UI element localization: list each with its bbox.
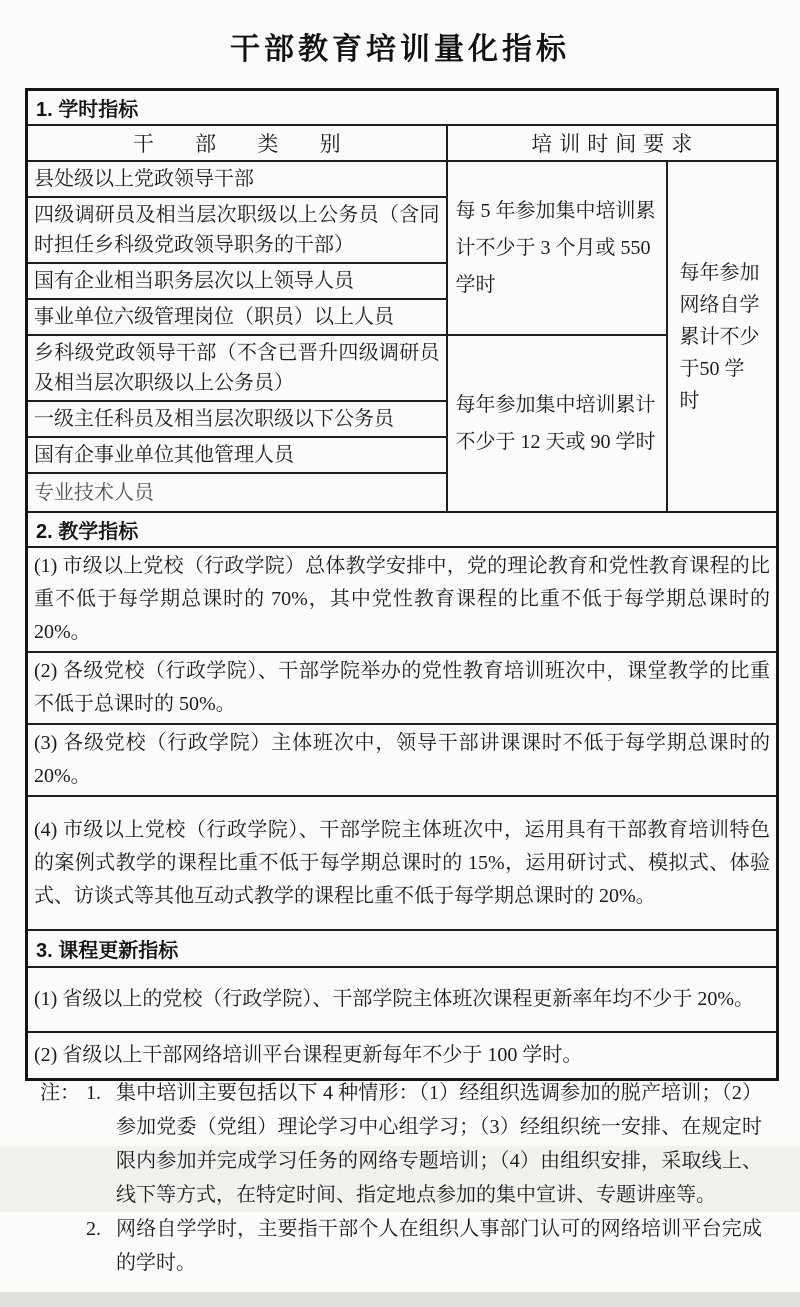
cadre-category-cell: 乡科级党政领导干部（不含已晋升四级调研员及相当层次职级以上公务员）	[27, 335, 447, 401]
cadre-category-cell: 四级调研员及相当层次职级以上公务员（含同时担任乡科级党政领导职务的干部）	[27, 197, 447, 263]
requirement-group2-cell: 每年参加集中培训累计不少于 12 天或 90 学时	[447, 335, 667, 512]
cadre-category-cell: 事业单位六级管理岗位（职员）以上人员	[27, 299, 447, 335]
scan-shading-band-bottom	[0, 1292, 800, 1307]
teaching-item: (3) 各级党校（行政学院）主体班次中，领导干部讲课课时不低于每学期总课时的 20%。	[27, 724, 778, 796]
cadre-category-cell: 一级主任科员及相当层次职级以下公务员	[27, 401, 447, 437]
note-text: 集中培训主要包括以下 4 种情形：（1）经组织选调参加的脱产培训；（2）参加党委（党组）理论学习中心组学习；（3）经组织统一安排、在规定时限内参加并完成学习任务的网络专题培训；（4）由组织安排，采取线上、线下等方式，在特定时间、指定地点参加的集中宣讲、专题讲座等。	[116, 1082, 762, 1206]
cadre-category-cell: 国有企事业单位其他管理人员	[27, 437, 447, 473]
course-update-item: (1) 省级以上的党校（行政学院）、干部学院主体班次课程更新率年均不少于 20%。	[27, 967, 778, 1032]
page-title: 干部教育培训量化指标	[230, 33, 570, 66]
teaching-item: (4) 市级以上党校（行政学院）、干部学院主体班次中，运用具有干部教育培训特色的案例式教学的课程比重不低于每学期总课时的 15%，运用研讨式、模拟式、体验式、访谈式等其他互动式教学的课程比重不低于每学期总课时的 20%。	[27, 796, 778, 930]
course-update-item: (2) 省级以上干部网络培训平台课程更新每年不少于 100 学时。	[27, 1032, 778, 1079]
teaching-item: (2) 各级党校（行政学院）、干部学院举办的党性教育培训班次中，课堂教学的比重不低于总课时的 50%。	[27, 652, 778, 724]
note-number: 1.	[86, 1082, 101, 1104]
quantified-indicators-table	[25, 88, 779, 1081]
teaching-item: (1) 市级以上党校（行政学院）总体教学安排中，党的理论教育和党性教育课程的比重不低于每学期总课时的 70%，其中党性教育课程的比重不低于每学期总课时的 20%。	[27, 547, 778, 652]
note-text: 网络自学学时，主要指干部个人在组织人事部门认可的网络培训平台完成的学时。	[116, 1218, 762, 1274]
requirement-online-selfstudy-cell: 每年参加网络自学累计不少于50 学时	[667, 161, 778, 512]
note-number: 2.	[86, 1218, 101, 1240]
section-course-update-header: 3. 课程更新指标	[27, 930, 778, 967]
notes-label: 注：	[40, 1082, 80, 1104]
requirement-group1-cell: 每 5 年参加集中培训累计不少于 3 个月或 550 学时	[447, 161, 667, 335]
section-hours-header: 1. 学时指标	[27, 90, 778, 126]
cadre-category-cell: 专业技术人员	[27, 473, 447, 512]
notes-section	[40, 1076, 762, 1280]
cadre-category-cell: 国有企业相当职务层次以上领导人员	[27, 263, 447, 299]
note-item	[40, 1076, 762, 1212]
note-item	[40, 1212, 762, 1280]
section-teaching-header: 2. 教学指标	[27, 512, 778, 547]
column-header-cadre-category: 干 部 类 别	[27, 125, 447, 161]
cadre-category-cell: 县处级以上党政领导干部	[27, 161, 447, 197]
column-header-training-time: 培训时间要求	[447, 125, 778, 161]
